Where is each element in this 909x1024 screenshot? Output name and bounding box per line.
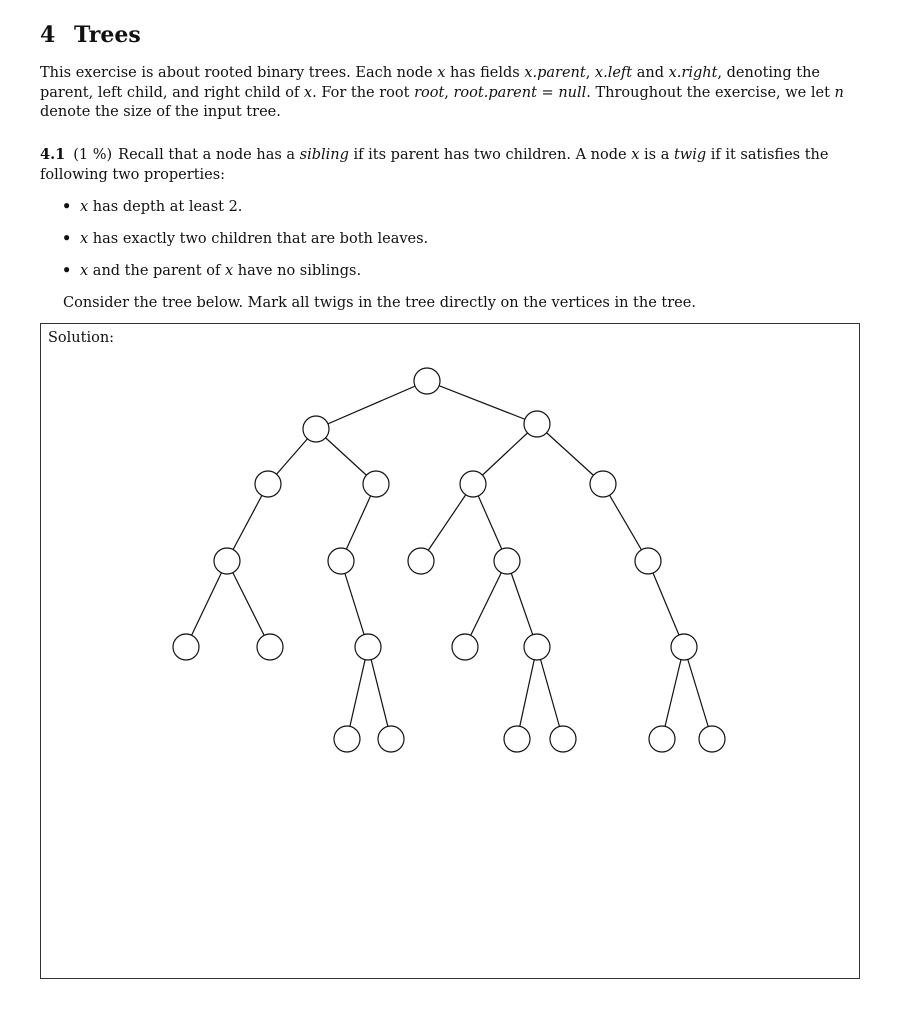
math-var: x [631,147,640,163]
math-var: x [80,263,89,279]
tree-node[interactable] [173,634,199,660]
math-field: x.right [668,65,718,81]
list-item-text: has exactly two children that are both leaves. [88,231,429,247]
tree-node[interactable] [590,471,616,497]
list-item-text: and the parent of [88,263,225,279]
tree-edge [662,647,684,739]
intro-text: has fields [445,65,525,81]
intro-text: , [444,84,454,101]
math-var: n [834,84,844,101]
section-number: 4 [40,22,56,48]
tree-edge [465,561,507,647]
tree-node[interactable] [408,548,434,574]
problem-number: 4.1 [40,146,66,163]
tree-node[interactable] [452,634,478,660]
tree-edge [368,647,391,739]
section-title-text: Trees [74,22,141,48]
tree-node[interactable] [494,548,520,574]
list-item-text: have no siblings. [233,263,362,279]
term-twig: twig [673,147,707,163]
problem-percent: (1 %) [73,147,113,163]
intro-text: , [585,65,595,81]
tree-node[interactable] [303,416,329,442]
bullet: • [62,262,72,279]
math-field: x.parent [524,65,586,81]
bullet: • [62,198,72,215]
tree-node[interactable] [635,548,661,574]
tree-node[interactable] [460,471,486,497]
tree-edge [648,561,684,647]
problem-text: is a [639,147,674,163]
math-var: x [437,65,446,81]
tree-node[interactable] [699,726,725,752]
math-var: root [414,84,445,101]
tree-node[interactable] [550,726,576,752]
tree-node[interactable] [524,634,550,660]
intro-text: = [536,84,559,101]
tree-node[interactable] [524,411,550,437]
math-var: x [80,231,89,247]
intro-text: and [632,65,669,81]
tree-edge [427,381,537,424]
intro-text: , denoting the parent, left child, and right child of [40,65,821,101]
tree-node[interactable] [334,726,360,752]
tree-node[interactable] [504,726,530,752]
tree-edge [507,561,537,647]
math-var: x [80,199,89,215]
problem-text: if its parent has two children. A node [348,147,632,163]
math-field: root.parent [453,84,537,101]
tree-node[interactable] [214,548,240,574]
math-var: x [224,263,234,279]
tree-edge [227,561,270,647]
problem-text: if it satisfies the following two properties: [40,147,829,183]
tree-node[interactable] [649,726,675,752]
tree-node[interactable] [671,634,697,660]
list-item-text: has depth at least 2. [88,199,243,215]
tree-node[interactable] [363,471,389,497]
math-var: null [558,84,587,101]
bullet: • [62,230,72,247]
intro-text: . For the root [312,84,415,101]
tree-edge [316,381,427,429]
math-field: x.left [594,65,633,81]
intro-text: denote the size of the input tree. [40,104,281,120]
term-sibling: sibling [299,147,349,163]
tree-node[interactable] [414,368,440,394]
problem-text: Recall that a node has a [118,147,300,163]
tree-node[interactable] [255,471,281,497]
tree-node[interactable] [257,634,283,660]
intro-text: . Throughout the exercise, we let [586,84,835,101]
tree-node[interactable] [355,634,381,660]
tree-edge [186,561,227,647]
tree-edge [537,647,563,739]
math-var: x [303,84,313,101]
tree-node[interactable] [378,726,404,752]
tree-edge [517,647,537,739]
tree-edge [684,647,712,739]
tree-edge [347,647,368,739]
instruction-text: Consider the tree below. Mark all twigs in the tree directly on the vertices in the tree. [63,295,696,311]
tree-edge [421,484,473,561]
intro-text: This exercise is about rooted binary trees. Each node [40,65,438,81]
solution-label: Solution: [48,330,115,346]
tree-node[interactable] [328,548,354,574]
